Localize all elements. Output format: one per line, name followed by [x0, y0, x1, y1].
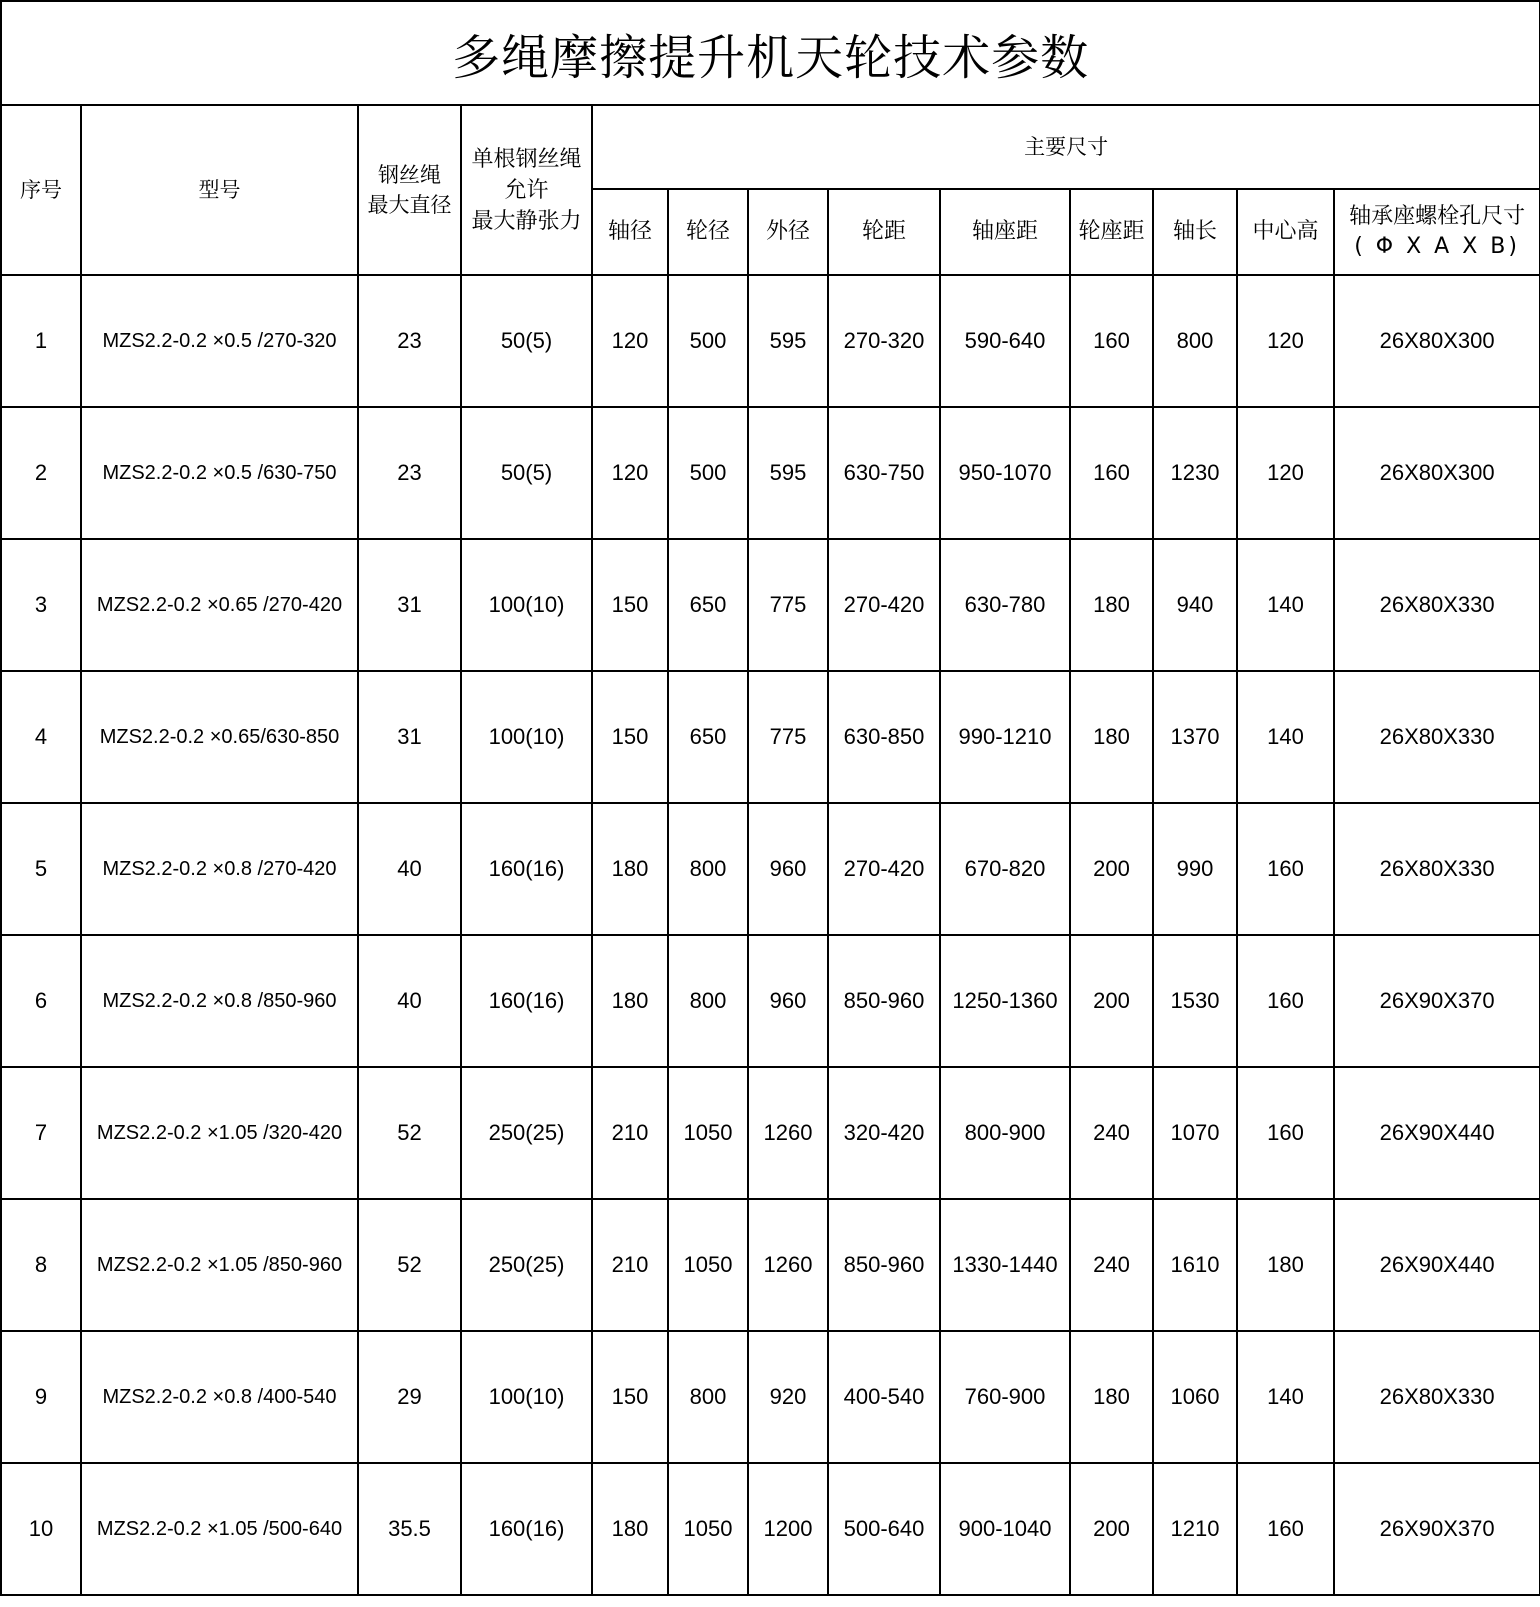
cell-wheel-spacing: 850-960 — [828, 1199, 940, 1331]
cell-index: 7 — [1, 1067, 81, 1199]
cell-outer-diameter: 960 — [748, 803, 828, 935]
header-max-tension-line2: 允许 — [504, 177, 549, 203]
table-row — [1, 407, 1540, 539]
cell-shaft-length: 1230 — [1153, 407, 1237, 539]
cell-bearing-seat-spacing: 900-1040 — [940, 1463, 1070, 1595]
cell-model: MZS2.2-0.2 ×1.05 /320-420 — [81, 1067, 358, 1199]
cell-model: MZS2.2-0.2 ×0.8 /270-420 — [81, 803, 358, 935]
cell-outer-diameter: 1260 — [748, 1199, 828, 1331]
cell-wheel-seat-spacing: 200 — [1070, 935, 1153, 1067]
header-row-top — [1, 105, 1540, 189]
cell-shaft-length: 1370 — [1153, 671, 1237, 803]
header-main-dimensions: 主要尺寸 — [592, 105, 1540, 189]
cell-bolt-hole: 26X90X370 — [1334, 1463, 1540, 1595]
cell-outer-diameter: 595 — [748, 407, 828, 539]
table-row — [1, 539, 1540, 671]
header-center-height: 中心高 — [1237, 189, 1334, 275]
cell-outer-diameter: 775 — [748, 671, 828, 803]
cell-center-height: 140 — [1237, 671, 1334, 803]
cell-shaft-diameter: 150 — [592, 539, 668, 671]
cell-wheel-spacing: 850-960 — [828, 935, 940, 1067]
cell-wheel-spacing: 270-420 — [828, 803, 940, 935]
table-title-text: 多绳摩擦提升机天轮技术参数 — [452, 29, 1090, 86]
cell-max-tension: 160(16) — [461, 803, 592, 935]
table-row — [1, 1463, 1540, 1595]
cell-center-height: 160 — [1237, 1067, 1334, 1199]
cell-wheel-diameter: 1050 — [668, 1067, 748, 1199]
cell-max-tension: 250(25) — [461, 1199, 592, 1331]
cell-wheel-seat-spacing: 240 — [1070, 1067, 1153, 1199]
cell-index: 9 — [1, 1331, 81, 1463]
cell-center-height: 160 — [1237, 1463, 1334, 1595]
header-max-tension-line3: 最大静张力 — [471, 208, 582, 234]
cell-rope-diameter: 29 — [358, 1331, 461, 1463]
table-title — [1, 1, 1540, 105]
cell-bearing-seat-spacing: 630-780 — [940, 539, 1070, 671]
cell-shaft-diameter: 180 — [592, 1463, 668, 1595]
table-row — [1, 275, 1540, 407]
cell-wheel-diameter: 800 — [668, 1331, 748, 1463]
cell-index: 1 — [1, 275, 81, 407]
cell-max-tension: 160(16) — [461, 935, 592, 1067]
cell-model: MZS2.2-0.2 ×0.8 /400-540 — [81, 1331, 358, 1463]
cell-wheel-diameter: 1050 — [668, 1463, 748, 1595]
cell-shaft-length: 1530 — [1153, 935, 1237, 1067]
cell-wheel-diameter: 650 — [668, 671, 748, 803]
header-index: 序号 — [1, 105, 81, 275]
cell-wheel-diameter: 800 — [668, 935, 748, 1067]
cell-max-tension: 100(10) — [461, 1331, 592, 1463]
cell-center-height: 160 — [1237, 935, 1334, 1067]
cell-wheel-spacing: 320-420 — [828, 1067, 940, 1199]
cell-shaft-diameter: 120 — [592, 407, 668, 539]
cell-model: MZS2.2-0.2 ×0.65 /270-420 — [81, 539, 358, 671]
cell-shaft-length: 800 — [1153, 275, 1237, 407]
cell-bearing-seat-spacing: 1330-1440 — [940, 1199, 1070, 1331]
cell-wheel-spacing: 270-320 — [828, 275, 940, 407]
cell-outer-diameter: 595 — [748, 275, 828, 407]
table-body — [1, 275, 1540, 1595]
cell-wheel-seat-spacing: 160 — [1070, 275, 1153, 407]
cell-shaft-length: 1060 — [1153, 1331, 1237, 1463]
table-row — [1, 1199, 1540, 1331]
cell-rope-diameter: 23 — [358, 275, 461, 407]
cell-wheel-seat-spacing: 240 — [1070, 1199, 1153, 1331]
header-shaft-length: 轴长 — [1153, 189, 1237, 275]
cell-index: 2 — [1, 407, 81, 539]
cell-bolt-hole: 26X80X330 — [1334, 1331, 1540, 1463]
cell-rope-diameter: 23 — [358, 407, 461, 539]
cell-bolt-hole: 26X80X330 — [1334, 539, 1540, 671]
header-max-tension-line1: 单根钢丝绳 — [471, 146, 582, 172]
header-rope-diameter — [358, 105, 461, 275]
cell-bolt-hole: 26X90X370 — [1334, 935, 1540, 1067]
cell-model: MZS2.2-0.2 ×0.5 /270-320 — [81, 275, 358, 407]
cell-wheel-diameter: 500 — [668, 275, 748, 407]
cell-model: MZS2.2-0.2 ×0.5 /630-750 — [81, 407, 358, 539]
cell-bolt-hole: 26X80X330 — [1334, 803, 1540, 935]
cell-shaft-length: 990 — [1153, 803, 1237, 935]
cell-outer-diameter: 775 — [748, 539, 828, 671]
cell-wheel-spacing: 630-850 — [828, 671, 940, 803]
cell-index: 3 — [1, 539, 81, 671]
table-row — [1, 1067, 1540, 1199]
cell-max-tension: 50(5) — [461, 407, 592, 539]
cell-rope-diameter: 52 — [358, 1067, 461, 1199]
header-outer-diameter: 外径 — [748, 189, 828, 275]
cell-shaft-diameter: 210 — [592, 1199, 668, 1331]
cell-rope-diameter: 40 — [358, 935, 461, 1067]
header-wheel-seat-spacing: 轮座距 — [1070, 189, 1153, 275]
cell-wheel-seat-spacing: 180 — [1070, 539, 1153, 671]
header-bolt-hole-line2: ( Φ X A X B) — [1354, 234, 1520, 259]
cell-shaft-diameter: 120 — [592, 275, 668, 407]
header-bolt-hole — [1334, 189, 1540, 275]
cell-model: MZS2.2-0.2 ×1.05 /500-640 — [81, 1463, 358, 1595]
cell-shaft-diameter: 150 — [592, 671, 668, 803]
cell-bearing-seat-spacing: 990-1210 — [940, 671, 1070, 803]
cell-max-tension: 160(16) — [461, 1463, 592, 1595]
header-rope-diameter-line1: 钢丝绳 — [378, 163, 441, 187]
cell-center-height: 180 — [1237, 1199, 1334, 1331]
cell-center-height: 160 — [1237, 803, 1334, 935]
cell-bolt-hole: 26X80X330 — [1334, 671, 1540, 803]
table-row — [1, 935, 1540, 1067]
cell-outer-diameter: 960 — [748, 935, 828, 1067]
header-bolt-hole-line1: 轴承座螺栓孔尺寸 — [1349, 204, 1526, 229]
cell-outer-diameter: 1260 — [748, 1067, 828, 1199]
header-max-tension — [461, 105, 592, 275]
table-row — [1, 1331, 1540, 1463]
cell-bolt-hole: 26X80X300 — [1334, 407, 1540, 539]
cell-index: 6 — [1, 935, 81, 1067]
table-row — [1, 671, 1540, 803]
cell-wheel-seat-spacing: 200 — [1070, 1463, 1153, 1595]
cell-index: 10 — [1, 1463, 81, 1595]
header-rope-diameter-line2: 最大直径 — [367, 193, 452, 217]
cell-model: MZS2.2-0.2 ×1.05 /850-960 — [81, 1199, 358, 1331]
cell-model: MZS2.2-0.2 ×0.65/630-850 — [81, 671, 358, 803]
cell-rope-diameter: 31 — [358, 539, 461, 671]
cell-bearing-seat-spacing: 950-1070 — [940, 407, 1070, 539]
cell-bearing-seat-spacing: 1250-1360 — [940, 935, 1070, 1067]
cell-bolt-hole: 26X80X300 — [1334, 275, 1540, 407]
cell-wheel-diameter: 1050 — [668, 1199, 748, 1331]
cell-outer-diameter: 920 — [748, 1331, 828, 1463]
header-model: 型号 — [81, 105, 358, 275]
cell-max-tension: 250(25) — [461, 1067, 592, 1199]
table-row — [1, 803, 1540, 935]
cell-wheel-spacing: 270-420 — [828, 539, 940, 671]
cell-wheel-diameter: 650 — [668, 539, 748, 671]
cell-wheel-diameter: 800 — [668, 803, 748, 935]
title-row — [1, 1, 1540, 105]
cell-center-height: 140 — [1237, 1331, 1334, 1463]
header-shaft-diameter: 轴径 — [592, 189, 668, 275]
cell-wheel-seat-spacing: 160 — [1070, 407, 1153, 539]
cell-max-tension: 100(10) — [461, 671, 592, 803]
cell-shaft-length: 1210 — [1153, 1463, 1237, 1595]
cell-shaft-length: 1610 — [1153, 1199, 1237, 1331]
cell-model: MZS2.2-0.2 ×0.8 /850-960 — [81, 935, 358, 1067]
cell-rope-diameter: 31 — [358, 671, 461, 803]
cell-wheel-seat-spacing: 180 — [1070, 1331, 1153, 1463]
cell-index: 8 — [1, 1199, 81, 1331]
cell-rope-diameter: 40 — [358, 803, 461, 935]
cell-rope-diameter: 35.5 — [358, 1463, 461, 1595]
cell-max-tension: 100(10) — [461, 539, 592, 671]
cell-bearing-seat-spacing: 670-820 — [940, 803, 1070, 935]
cell-wheel-spacing: 500-640 — [828, 1463, 940, 1595]
cell-outer-diameter: 1200 — [748, 1463, 828, 1595]
cell-wheel-seat-spacing: 180 — [1070, 671, 1153, 803]
cell-wheel-seat-spacing: 200 — [1070, 803, 1153, 935]
cell-bolt-hole: 26X90X440 — [1334, 1199, 1540, 1331]
header-wheel-diameter: 轮径 — [668, 189, 748, 275]
header-bearing-seat-spacing: 轴座距 — [940, 189, 1070, 275]
cell-wheel-diameter: 500 — [668, 407, 748, 539]
cell-max-tension: 50(5) — [461, 275, 592, 407]
cell-center-height: 120 — [1237, 407, 1334, 539]
cell-wheel-spacing: 630-750 — [828, 407, 940, 539]
cell-bearing-seat-spacing: 800-900 — [940, 1067, 1070, 1199]
cell-shaft-diameter: 210 — [592, 1067, 668, 1199]
cell-shaft-diameter: 180 — [592, 803, 668, 935]
cell-bolt-hole: 26X90X440 — [1334, 1067, 1540, 1199]
cell-shaft-length: 940 — [1153, 539, 1237, 671]
cell-wheel-spacing: 400-540 — [828, 1331, 940, 1463]
header-wheel-spacing: 轮距 — [828, 189, 940, 275]
cell-bearing-seat-spacing: 760-900 — [940, 1331, 1070, 1463]
cell-shaft-diameter: 150 — [592, 1331, 668, 1463]
cell-center-height: 120 — [1237, 275, 1334, 407]
cell-bearing-seat-spacing: 590-640 — [940, 275, 1070, 407]
cell-index: 4 — [1, 671, 81, 803]
cell-center-height: 140 — [1237, 539, 1334, 671]
cell-shaft-length: 1070 — [1153, 1067, 1237, 1199]
cell-index: 5 — [1, 803, 81, 935]
cell-rope-diameter: 52 — [358, 1199, 461, 1331]
cell-shaft-diameter: 180 — [592, 935, 668, 1067]
